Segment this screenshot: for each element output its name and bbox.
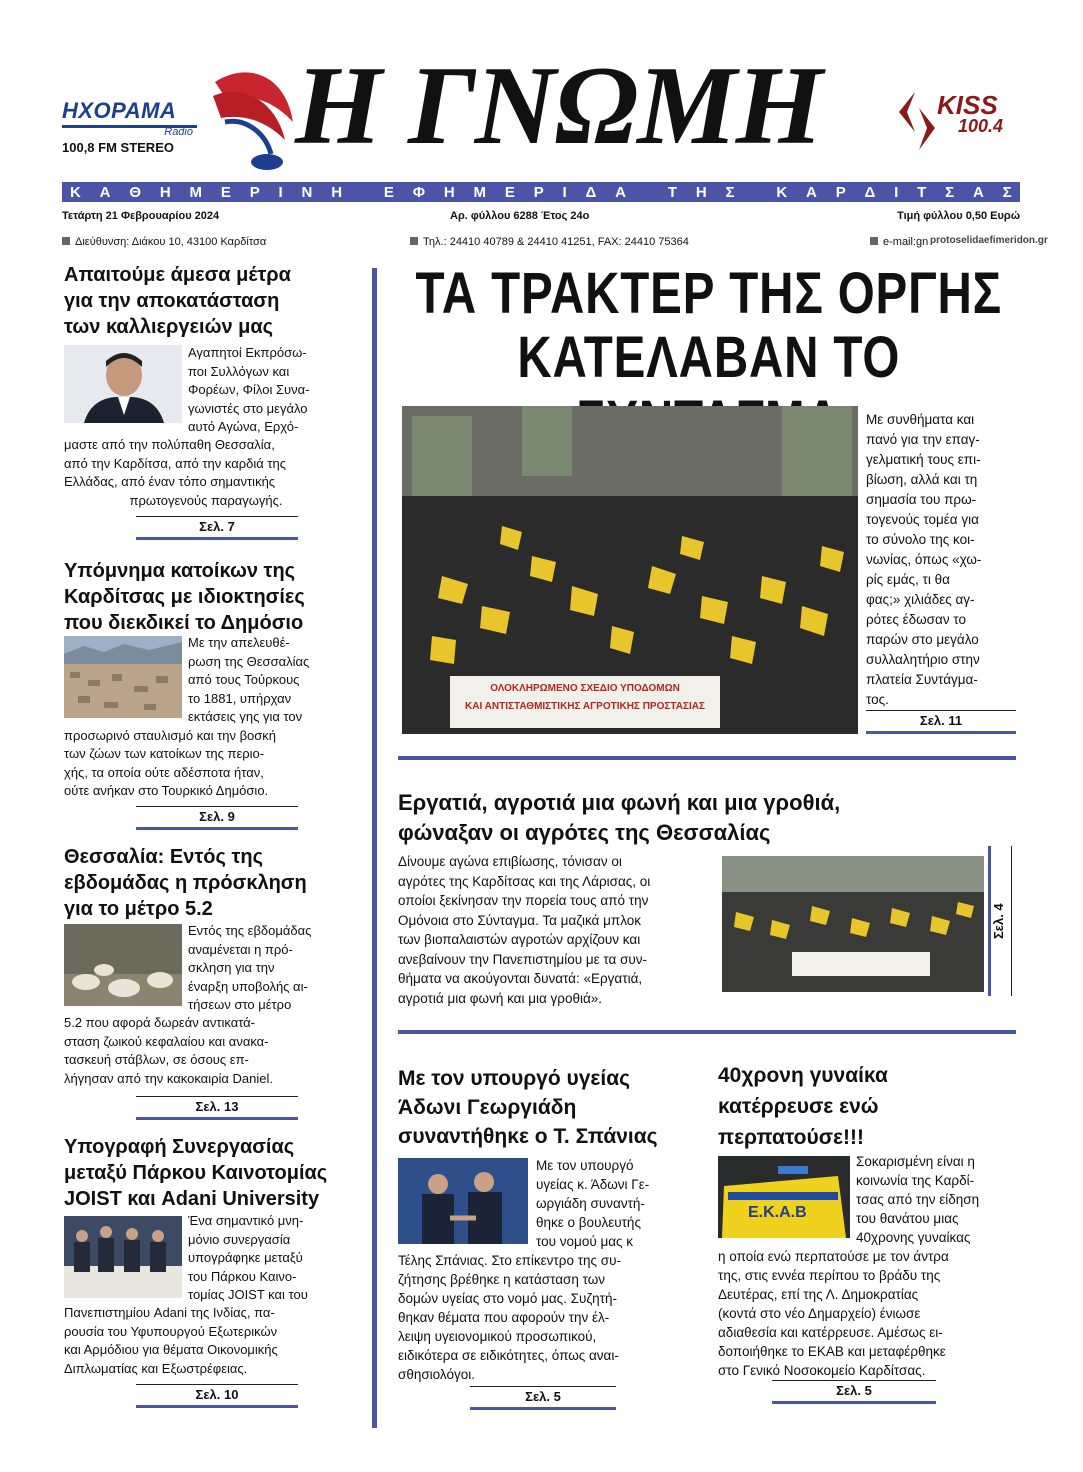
column-divider [372,268,377,1428]
left-article-4-headline[interactable]: Υπογραφή Συνεργασίας μεταξύ Πάρκου Καινοτομίας JOIST και Adani University [64,1136,328,1210]
tagline-letter: Σ [945,183,955,201]
ixorama-frequency: 100,8 FM STEREO [62,140,174,155]
issue-date: Τετάρτη 21 Φεβρουαρίου 2024 [62,210,220,222]
tagline-letter: Μ [189,183,203,201]
woman-story-headline[interactable]: 40χρονη γυναίκα κατέρρευσε ενώ περπατούσε!!! [718,1064,888,1149]
tagline-letter: Κ [776,183,788,201]
tagline-letter: Η [331,183,343,201]
signing-ceremony-photo [64,1216,182,1298]
tagline-letter: Μ [473,183,487,201]
tagline-letter: Η [443,183,455,201]
tagline-letter: Ι [278,183,283,201]
tagline-bar [62,182,1020,202]
tagline-letter: Η [159,183,171,201]
tagline-letter: Σ [725,183,735,201]
kiss-radio-icon [895,90,937,152]
woman-story-page-ref[interactable]: Σελ. 5 [772,1380,936,1404]
left-article-4-side-text: Ένα σημαντικό μνη- μόνιο συνεργασία υπογράφηκε μεταξύ του Πάρκου Καινο- τομίας JOIST και του [188,1213,308,1302]
second-story-headline[interactable]: Εργατιά, αγροτιά μια φωνή και μια γροθιά, φώναξαν οι αγρότες της Θεσσαλίας [398,790,841,845]
tagline-letter: Δ [585,183,597,201]
health-story-text: Τέλης Σπάνιας. Στο επίκεντρο της συ- ζήτησης βρέθηκε η κατάσταση των δομών υγείας στο νομό μας. Συζητή- θηκαν θέματα που αφορούν την έλ- λειψη υγειονομικού προσωπικού, ειδικότερα σε ειδικότητες, όπως αναι- σθησιολόγοι. [398,1253,622,1382]
kiss-radio-name: KISS [937,90,998,120]
tagline-letter: Δ [864,183,876,201]
tagline-letter: Ρ [533,183,544,201]
ambulance-label: Ε.Κ.Α.Β [748,1204,807,1221]
protest-march-photo [722,856,984,992]
left-article-3-text: 5.2 που αφορά δωρεάν αντικατά- σταση ζωικού κεφαλαίου και ανακα- τασκευή στάβλων, σε όσους επ- λήγησαν από την κακοκαιρία Daniel. [64,1015,273,1086]
left-article-1-side-text: Αγαπητοί Εκπρόσω- ποι Συλλόγων και Φορέων, Φίλοι Συνα- γωνιστές στο μεγάλο αυτό Αγώνα, Ερχό- [188,345,310,434]
protest-banner: ΟΛΟΚΛΗΡΩΜΕΝΟ ΣΧΕΔΙΟ ΥΠΟΔΟΜΩΝ ΚΑΙ ΑΝΤΙΣΤΑΘΜΙΣΤΙΚΗΣ ΑΓΡΟΤΙΚΗΣ ΠΡΟΣΤΑΣΙΑΣ [465,683,705,712]
second-story-page-ref[interactable]: Σελ. 4 [988,846,1012,996]
city-aerial-photo [64,636,182,718]
watermark: protoselidaefimeridon.gr [930,235,1048,246]
woman-story-side-text: Σοκαρισμένη είναι η κοινωνία της Καρδί- τσας από την είδηση του θανάτου μιας 40χρονης γυναίκας [856,1154,980,1245]
farmers-protest-photo [402,406,858,734]
ixorama-radio-label: Radio [164,126,193,138]
address-line [62,236,266,248]
main-story-text: Με συνθήματα και πανό για την επαγ- γελματική τους επι- βίωση, αλλά και τη σημασία του πρω- τογενούς τομέα για το σύνολο της κοι- νωνίας, όπως «χω- ρίς εμάς, τι θα φας;» χιλιάδες αγ- ρότες έδωσαν το παρών στο μεγάλο συλλαλητήριο στην πλατεία Συντάγμα- τος. [866,412,982,707]
main-headline[interactable]: ΤΑ ΤΡΑΚΤΕΡ ΤΗΣ ΟΡΓΗΣ ΚΑΤΕΛΑΒΑΝ ΤΟ [415,261,1003,390]
kiss-radio-frequency: 100.4 [958,116,1004,136]
tagline-letter: Ε [504,183,515,201]
email-line[interactable] [870,236,928,248]
left-article-1-page-ref[interactable]: Σελ. 7 [136,516,298,540]
tagline-letter: Σ [1002,183,1012,201]
main-story-page-ref[interactable]: Σελ. 11 [866,710,1016,734]
tagline-letter: Ε [383,183,394,201]
tagline-letter: Φ [412,183,426,201]
tagline-letter: Α [99,183,111,201]
ixorama-name: ΗΧΟΡΑΜΑ [62,98,177,123]
ambulance-photo [718,1156,850,1238]
second-story-text: Δίνουμε αγώνα επιβίωσης, τόνισαν οι αγρότες της Καρδίτσας και της Λάρισας, οι οποίοι ξεκίνησαν την πορεία τους από την Ομόνοια στο Σύνταγμα. Τα μαζικά μπλοκ των βιοπαλαιστών αγροτών αρχίζουν και ανεβαίνουν την Πανεπιστημίου με τα συν- θήματα να ακούγονται δυνατά: «Εργατιά, αγροτιά μια φωνή και μια γροθιά». [398,854,651,1006]
tagline-letter: Α [806,183,817,201]
tagline-letter: Τ [917,183,927,201]
politician-photo [64,345,182,423]
newspaper-title: Η ΓΝΩΜΗ [295,44,822,168]
ixorama-radio-logo [62,98,197,155]
issue-price: Τιμή φύλλου 0,50 Ευρώ [897,210,1020,222]
tagline-letter: Α [615,183,626,201]
section-divider-1 [398,756,1016,760]
phones-text: Τηλ.: 24410 40789 & 24410 41251, FAX: 24410 75364 [423,236,689,248]
tagline-letter: Ρ [249,183,260,201]
health-story-page-ref[interactable]: Σελ. 5 [470,1386,616,1410]
left-article-1-text: μαστε από την πολύπαθη Θεσσαλία, από την Καρδίτσα, από την καρδιά της Ελλάδας, από έναν τόπο σημαντικής πρωτογενούς παραγωγής. [64,437,287,508]
tagline-letter [361,184,365,201]
tagline-letter: Ν [301,183,313,201]
sheep-stable-photo [64,924,182,1006]
left-article-1-headline[interactable]: Απαιτούμε άμεσα μέτρα για την αποκατάσταση των καλλιεργειών μας [64,264,291,338]
issue-number: Αρ. φύλλου 6288 Έτος 24ο [450,210,590,222]
health-story-side-text: Με τον υπουργό υγείας κ. Άδωνι Γε- ωργιάδη συναντή- θηκε ο βουλευτής του νομού μας κ [536,1158,650,1249]
phones-line [410,236,689,248]
section-divider-2 [398,1030,1016,1034]
left-article-2-side-text: Με την απελευθέ- ρωση της Θεσσαλίας από τους Τούρκους το 1881, υπήρχαν [188,635,310,706]
quill-ink-icon [205,62,297,174]
tagline-letter: Ρ [835,183,846,201]
woman-story-text: η οποία ενώ περπατούσε με τον άντρα της, στις εννέα περίπου το βράδυ της Δευτέρας, επί της Λ. Δημοκρατίας (κοντά στο νέο Δημαρχείο) ένιωσε αδιαθεσία και κατέρρευσε. Αμέσως ει- δοποιήθηκε το ΕΚΑΒ και μεταφέρθηκε στο Γενικό Νοσοκομείο Καρδίτσας. [718,1249,949,1378]
address-text: Διεύθυνση: Διάκου 10, 43100 Καρδίτσα [75,236,267,248]
tagline-letter [645,184,649,201]
left-article-2-page-ref[interactable]: Σελ. 9 [136,806,298,830]
left-article-3-headline[interactable]: Θεσσαλία: Εντός της εβδομάδας η πρόσκληση για το μέτρο 5.2 [64,846,307,920]
tagline-letter: Α [972,183,984,201]
left-article-2-text: εκτάσεις γης για τον προσωρινό σταυλισμό και την βοσκή των ζώων των κατοίκων της περιο- χής, τα οποία ούτε αδέσποτα ήταν, ούτε ανήκαν στο Τουρκικό Δημόσιο. [64,709,303,798]
left-article-4-text: Πανεπιστημίου Adani της Ινδίας, πα- ρουσία του Υφυπουργού Εξωτερικών και Αρμόδιου για θέματα Οικονομικής Διπλωματίας και Εξωστρέφειας. [64,1305,278,1376]
tagline-letter: Ε [220,183,231,201]
tagline-letter: Η [695,183,707,201]
minister-meeting-photo [398,1158,528,1244]
tagline-letter: Ι [562,183,567,201]
email-text[interactable]: e-mail:gn [883,236,929,248]
tagline-letter: Ι [894,183,899,201]
left-article-3-side-text: Εντός της εβδομάδας αναμένεται η πρό- σκληση για την έναρξη υποβολής αι- τήσεων στο μέτρο [188,923,312,1012]
left-article-2-headline[interactable]: Υπόμνημα κατοίκων της Καρδίτσας με ιδιοκτησίες που διεκδικεί το Δημόσιο [64,560,305,634]
left-article-3-page-ref[interactable]: Σελ. 13 [136,1096,298,1120]
tagline-letter: Κ [70,183,81,201]
tagline-letter: Τ [667,183,677,201]
tagline-letter: Θ [129,183,142,201]
health-story-headline[interactable]: Με τον υπουργό υγείας Άδωνι Γεωργιάδη συναντήθηκε ο Τ. Σπάνιας [398,1067,658,1148]
tagline-letter [753,184,757,201]
left-article-4-page-ref[interactable]: Σελ. 10 [136,1384,298,1408]
